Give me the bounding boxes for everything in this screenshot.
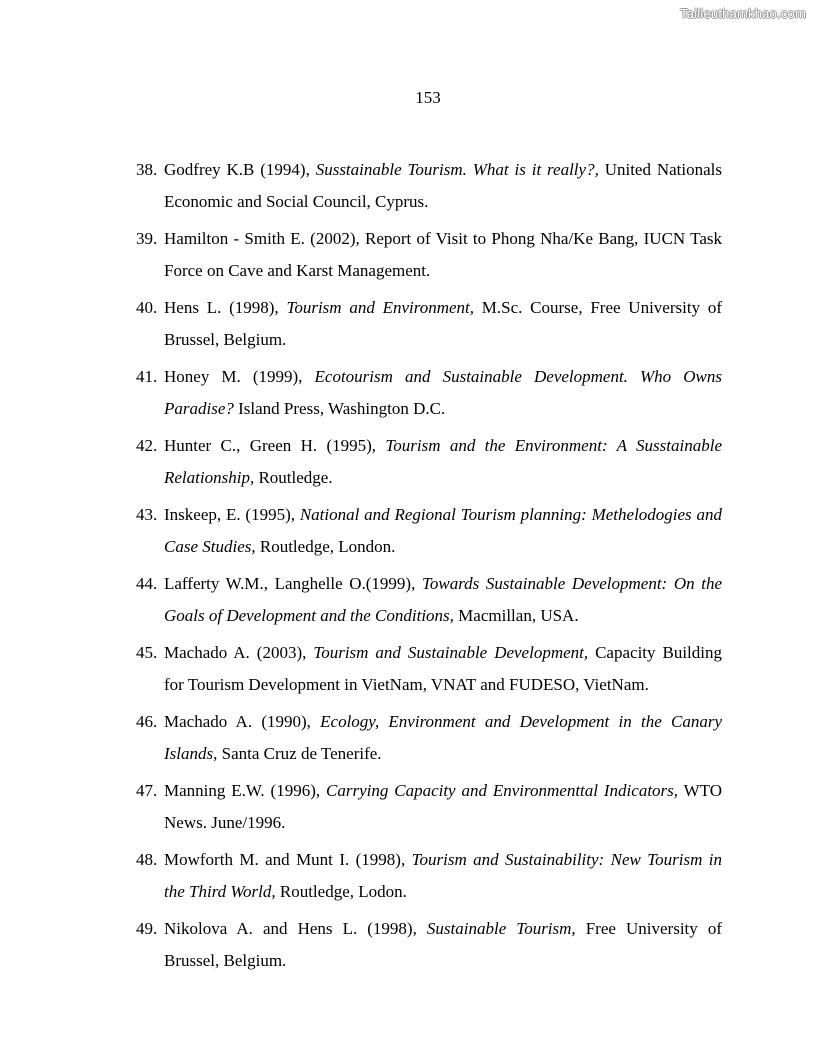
reference-item <box>136 706 722 770</box>
reference-authors: Mowforth M. and Munt I. (1998), <box>164 850 412 869</box>
reference-publisher: Routledge, Lodon. <box>275 882 407 901</box>
reference-authors: Manning E.W. (1996), <box>164 781 326 800</box>
reference-authors: Godfrey K.B (1994), <box>164 160 316 179</box>
reference-title: Tourism and Environment, <box>286 298 475 317</box>
reference-authors: Machado A. (2003), <box>164 643 314 662</box>
reference-title: Tourism and Sustainable Development, <box>313 643 589 662</box>
reference-number: 46. <box>136 712 158 731</box>
reference-authors: Hamilton - Smith E. (2002), Report of Visit to Phong Nha/Ke Bang, IUCN Task Force on Cave and Karst Management. <box>164 229 722 280</box>
reference-number: 48. <box>136 850 158 869</box>
reference-number: 40. <box>136 298 158 317</box>
reference-authors: Lafferty W.M., Langhelle O.(1999), <box>164 574 422 593</box>
reference-number: 42. <box>136 436 158 455</box>
reference-publisher: Routledge, London. <box>255 537 396 556</box>
reference-authors: Honey M. (1999), <box>164 367 315 386</box>
reference-number: 39. <box>136 229 158 248</box>
reference-item <box>136 775 722 839</box>
reference-item <box>136 844 722 908</box>
reference-number: 45. <box>136 643 158 662</box>
reference-item <box>136 637 722 701</box>
reference-title: Tourism and the Environment: A Susstainable Relationship, <box>164 436 722 487</box>
reference-number: 43. <box>136 505 158 524</box>
reference-title: Susstainable Tourism. What is it really?, <box>315 160 599 179</box>
reference-publisher: Santa Cruz de Tenerife. <box>217 744 382 763</box>
reference-title: Tourism and Sustainability: New Tourism in the Third World, <box>164 850 722 901</box>
reference-title: Sustainable Tourism, <box>426 919 576 938</box>
reference-publisher: Island Press, Washington D.C. <box>233 399 446 418</box>
reference-publisher: Macmillan, USA. <box>453 606 579 625</box>
reference-authors: Inskeep, E. (1995), <box>164 505 300 524</box>
reference-item <box>136 361 722 425</box>
reference-item <box>136 568 722 632</box>
reference-list <box>136 154 722 982</box>
reference-number: 38. <box>136 160 158 179</box>
reference-authors: Nikolova A. and Hens L. (1998), <box>164 919 427 938</box>
reference-number: 49. <box>136 919 158 938</box>
reference-publisher: Capacity Building for Tourism Development in VietNam, VNAT and FUDESO, VietNam. <box>164 643 722 694</box>
reference-item <box>136 913 722 977</box>
reference-title: Towards Sustainable Development: On the Goals of Development and the Conditions, <box>164 574 722 625</box>
page-number: 153 <box>415 88 441 107</box>
reference-authors: Hunter C., Green H. (1995), <box>164 436 386 455</box>
watermark: Tailieuthamkhao.com <box>680 6 806 21</box>
reference-publisher: United Nationals Economic and Social Council, Cyprus. <box>164 160 722 211</box>
reference-title: Ecotourism and Sustainable Development. Who Owns Paradise? <box>164 367 722 418</box>
reference-publisher: Routledge. <box>254 468 333 487</box>
reference-authors: Machado A. (1990), <box>164 712 321 731</box>
reference-item <box>136 223 722 287</box>
reference-title: National and Regional Tourism planning: Methelodogies and Case Studies, <box>164 505 723 556</box>
reference-item <box>136 499 722 563</box>
reference-number: 41. <box>136 367 158 386</box>
reference-publisher: WTO News. June/1996. <box>164 781 723 832</box>
reference-title: Carrying Capacity and Environmenttal Indicators, <box>326 781 679 800</box>
reference-item <box>136 430 722 494</box>
reference-authors: Hens L. (1998), <box>164 298 287 317</box>
reference-item <box>136 292 722 356</box>
reference-publisher: M.Sc. Course, Free University of Brussel, Belgium. <box>164 298 722 349</box>
reference-publisher: Free University of Brussel, Belgium. <box>164 919 722 970</box>
reference-item <box>136 154 722 218</box>
reference-number: 44. <box>136 574 158 593</box>
reference-title: Ecology, Environment and Development in the Canary Islands, <box>164 712 722 763</box>
reference-number: 47. <box>136 781 158 800</box>
